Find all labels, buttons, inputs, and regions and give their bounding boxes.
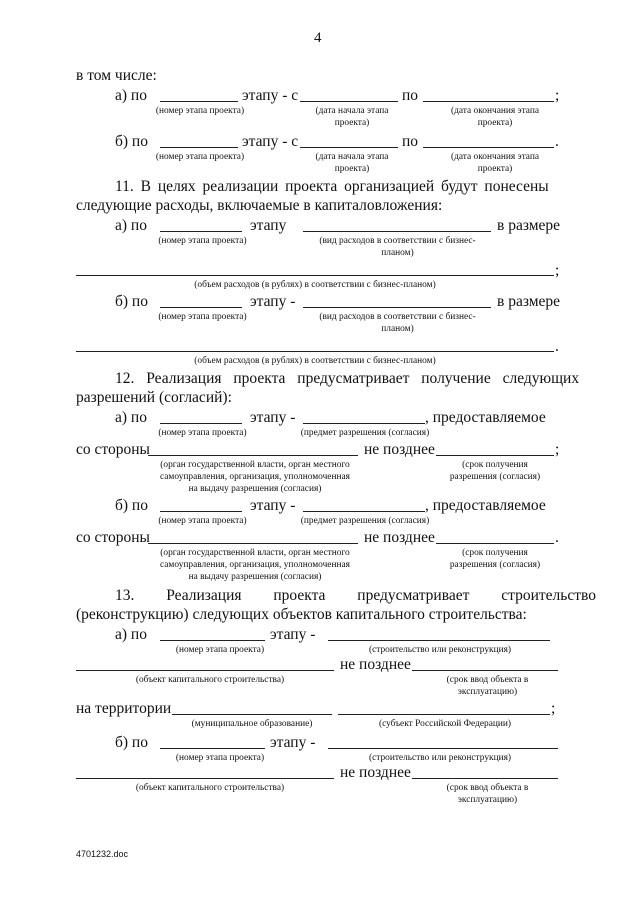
s12-b-cap-stage: (номер этапа проекта) [158,516,247,526]
s10-a-cap-end-2: проекта) [477,118,513,128]
s12-a-prefix: а) по [115,409,147,426]
s12-a-cap-term-1: (срок получения [462,460,528,470]
s10-b-cap-end-1: (дата окончания этапа [450,152,539,162]
s11-a-stage-label: этапу [250,217,287,234]
s12-b-prefix: б) по [115,497,148,514]
s12-a-cap-term-2: разрешения (согласия) [449,472,541,482]
s12-b-stage-field[interactable] [160,511,242,512]
s13-a-no-later: не позднее [340,656,411,673]
s12-a-cap-org-3: на выдачу разрешения (согласия) [188,484,322,494]
s13-b-cap-commission-1: (срок ввод объекта в [446,783,529,793]
s10-a-cap-start-1: (дата начала этапа [315,106,389,116]
s10-b-stage-label: этапу - с [242,133,299,150]
s13-a-cap-build: (строительство или реконструкция) [368,645,512,655]
s10-b-cap-start-2: проекта) [334,164,370,174]
s12-a-stage-field[interactable] [160,423,242,424]
s12-b-org-field[interactable] [148,543,358,544]
s11-a-cap-stage: (номер этапа проекта) [158,236,247,246]
s11-b-type-field[interactable] [303,307,491,308]
s12-heading-line-2: разрешений (согласий): [76,389,232,406]
s12-b-cap-org-2: самоуправления, организация, уполномоченная [160,560,350,570]
s13-territory-label: на территории [76,700,172,717]
s12-b-end-punct: . [555,529,559,546]
s13-b-cap-commission-2: эксплуатацию) [457,795,518,805]
s12-a-from: со стороны [76,441,150,458]
s11-b-end-punct: . [555,338,559,355]
s13-a-cap-stage: (номер этапа проекта) [175,645,265,655]
s13-b-build-field[interactable] [328,748,558,749]
s11-b-size-label: в размере [497,293,561,310]
s12-a-no-later: не позднее [364,441,435,458]
s12-b-cap-term-2: разрешения (согласия) [449,560,541,570]
s13-a-build-field[interactable] [328,640,550,641]
s12-a-granted: , предоставляемое [425,409,546,426]
s12-a-permit-field[interactable] [303,423,425,424]
s12-b-permit-field[interactable] [303,511,425,512]
s11-b-cap-amount: (объем расходов (в рублях) в соответствии с бизнес-планом) [194,356,436,366]
s13-b-cap-build: (строительство или реконструкция) [368,753,512,763]
s12-a-cap-org-1: (орган государственной власти, орган местного [160,460,350,470]
s12-a-cap-org-2: самоуправления, организация, уполномоченная [160,472,350,482]
s11-a-type-field[interactable] [303,231,491,232]
s11-a-cap-type-1: (вид расходов в соответствии с бизнес- [319,236,476,246]
s13-a-commission-field[interactable] [412,670,558,671]
s11-heading-line-2: следующие расходы, включаемые в капиталовложения: [76,197,443,214]
s10-a-by-label: по [402,87,419,104]
s10-a-end-punct: ; [555,87,560,104]
s11-b-prefix: б) по [115,293,148,310]
s13-b-stage-label: этапу - [270,734,316,751]
s11-b-stage-field[interactable] [160,307,242,308]
s10-b-stage-field[interactable] [160,147,238,148]
s13-b-no-later: не позднее [340,764,411,781]
s10-b-by-label: по [402,133,419,150]
s10-b-end-field[interactable] [423,147,554,148]
s13-a-stage-label: этапу - [270,626,316,643]
s13-b-stage-field[interactable] [160,748,265,749]
s12-b-cap-permit: (предмет разрешения (согласия) [300,516,430,526]
s11-b-amount-field[interactable] [76,351,554,352]
s12-a-org-field[interactable] [148,455,358,456]
s13-a-object-field[interactable] [76,670,334,671]
s13-b-prefix: б) по [115,734,148,751]
s11-heading-line-1: 11. В целях реализации проекта организацией будут понесены [115,178,549,195]
s10-b-start-field[interactable] [300,147,398,148]
s13-municipal-field[interactable] [172,714,332,715]
s10-a-start-field[interactable] [300,101,398,102]
s13-b-cap-object: (объект капитального строительства) [135,783,285,793]
s13-b-object-field[interactable] [76,778,334,779]
intro-text: в том числе: [76,67,157,84]
s12-a-cap-permit: (предмет разрешения (согласия) [300,428,430,438]
s13-a-cap-commission-1: (срок ввод объекта в [446,675,529,685]
s10-a-cap-stage: (номер этапа проекта) [155,106,245,116]
s12-b-cap-org-3: на выдачу разрешения (согласия) [188,572,322,582]
s11-b-cap-type-1: (вид расходов в соответствии с бизнес- [319,312,476,322]
s12-a-cap-stage: (номер этапа проекта) [158,428,247,438]
s12-b-stage-label: этапу - [250,497,296,514]
file-name-footer: 4701232.doc [76,849,129,859]
s13-a-cap-object: (объект капитального строительства) [135,675,285,685]
s13-b-commission-field[interactable] [412,778,558,779]
s12-heading-line-1: 12. Реализация проекта предусматривает получение следующих [115,370,580,387]
s10-a-stage-field[interactable] [160,101,238,102]
s11-b-cap-type-2: планом) [381,324,414,334]
s12-a-stage-label: этапу - [250,409,296,426]
s10-a-end-field[interactable] [423,101,554,102]
s10-a-stage-label: этапу - с [242,87,299,104]
s12-b-term-field[interactable] [436,543,554,544]
s12-b-from: со стороны [76,529,150,546]
s11-b-cap-stage: (номер этапа проекта) [158,312,247,322]
s11-a-size-label: в размере [497,217,561,234]
s12-b-granted: , предоставляемое [425,497,546,514]
s10-b-cap-stage: (номер этапа проекта) [155,152,245,162]
s13-b-cap-stage: (номер этапа проекта) [175,753,265,763]
s10-b-cap-end-2: проекта) [477,164,513,174]
s11-a-prefix: а) по [115,217,147,234]
s11-a-cap-amount: (объем расходов (в рублях) в соответствии с бизнес-планом) [194,280,436,290]
s12-a-end-punct: ; [555,441,560,458]
s13-heading-line-1: 13. Реализация проекта предусматривает строительство [115,587,596,604]
s13-a-prefix: а) по [115,626,147,643]
s12-a-term-field[interactable] [436,455,554,456]
s11-a-end-punct: ; [555,262,560,279]
s11-a-stage-field[interactable] [160,231,242,232]
s10-b-end-punct: . [555,133,559,150]
s13-heading-line-2: (реконструкцию) следующих объектов капитального строительства: [76,606,527,623]
s10-a-prefix: а) по [115,87,147,104]
s10-a-cap-end-1: (дата окончания этапа [450,106,539,116]
s13-a-cap-commission-2: эксплуатацию) [457,687,518,697]
s10-b-prefix: б) по [115,133,148,150]
s13-cap-municipal: (муниципальное образование) [191,719,313,729]
s10-a-cap-start-2: проекта) [334,118,370,128]
s13-cap-subject: (субъект Российской Федерации) [378,719,512,729]
s12-b-cap-term-1: (срок получения [462,548,528,558]
s12-b-no-later: не позднее [364,529,435,546]
s11-a-cap-type-2: планом) [381,248,414,258]
page-number: 4 [314,30,322,46]
s11-b-stage-label: этапу - [250,293,296,310]
s13-territory-end-punct: ; [551,700,556,717]
s12-b-cap-org-1: (орган государственной власти, орган местного [160,548,350,558]
s13-subject-field[interactable] [338,714,550,715]
s13-a-stage-field[interactable] [160,640,265,641]
s11-a-amount-field[interactable] [76,275,554,276]
s10-b-cap-start-1: (дата начала этапа [315,152,389,162]
